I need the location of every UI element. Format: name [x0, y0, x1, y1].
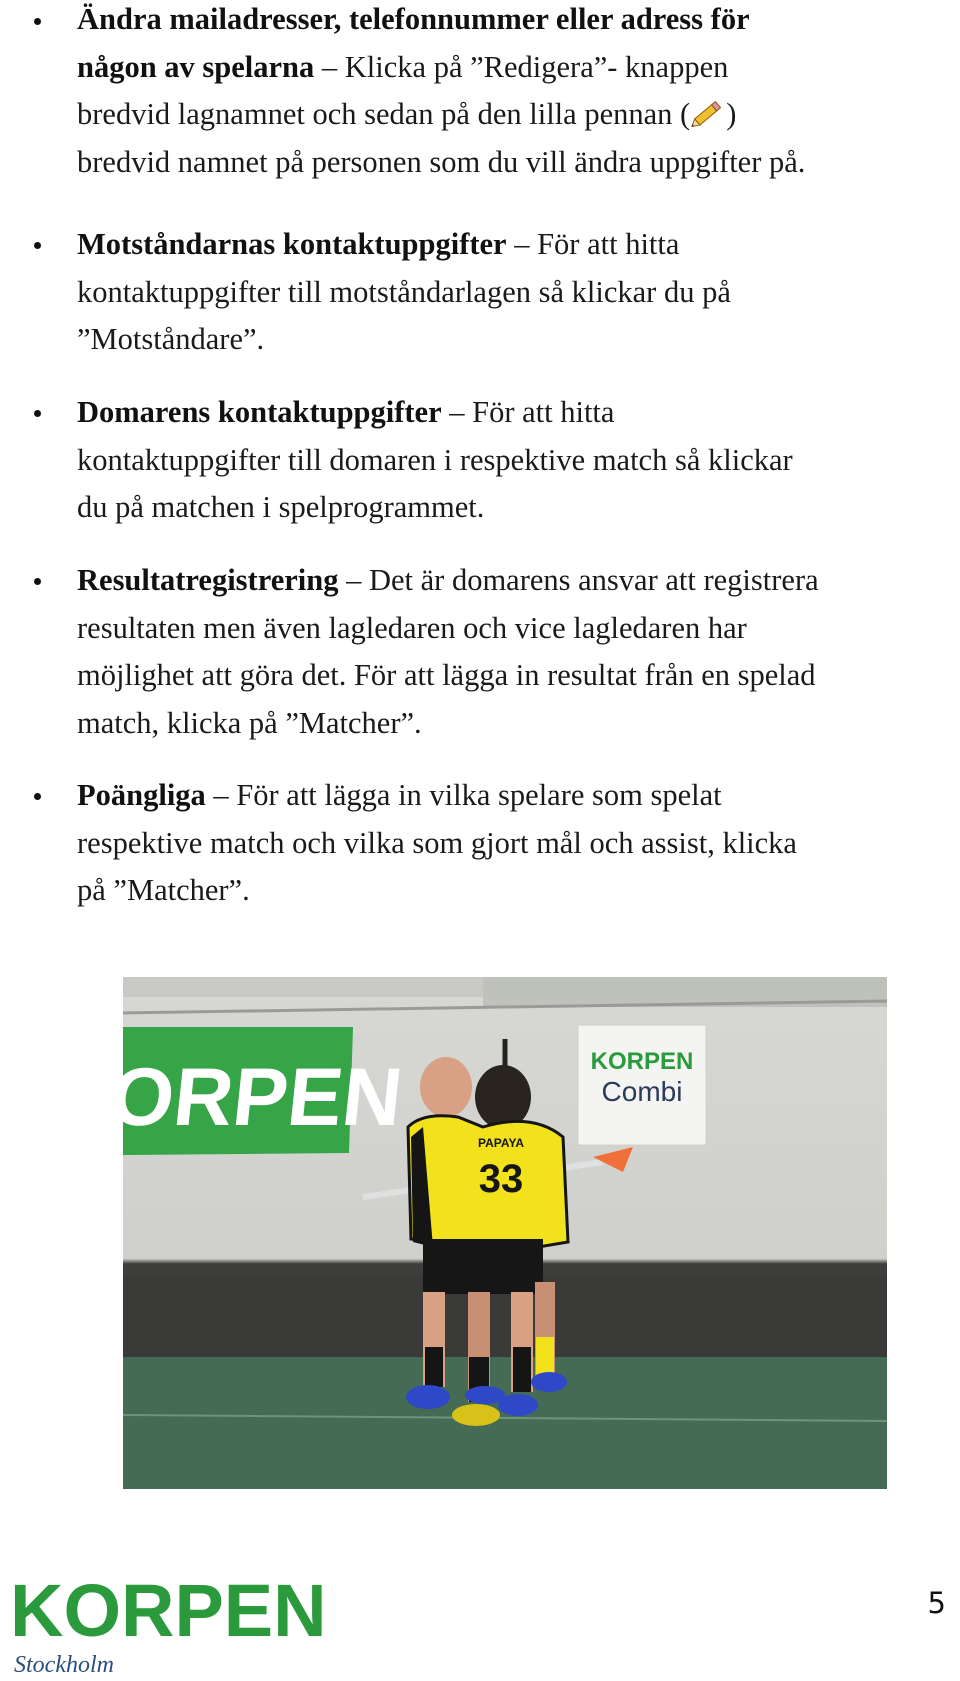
- logo-wordmark: KORPEN: [10, 1569, 327, 1652]
- bullet-body: kontaktuppgifter till motståndarlagen så klickar du på: [77, 274, 731, 309]
- bullet-body: bredvid lagnamnet och sedan på den lilla pennan (: [77, 97, 691, 131]
- bullet-body: – Det är domarens ansvar att registrera: [338, 563, 819, 597]
- bullet-body: resultaten men även lagledaren och vice lagledaren har: [77, 610, 747, 645]
- jersey-sponsor: PAPAYA: [477, 1136, 525, 1150]
- bullet-dot: [34, 410, 41, 417]
- sign-subtitle: Combi: [601, 1076, 683, 1107]
- banner-text: ORPEN: [105, 1052, 407, 1143]
- bullet-heading: Resultatregistrering: [77, 563, 339, 597]
- jersey-number: 33: [478, 1157, 524, 1201]
- photo-illustration: [105, 977, 887, 1489]
- bullet-body: du på matchen i spelprogrammet.: [77, 490, 485, 524]
- bullet-heading: Ändra mailadresser, telefonnummer eller adress för: [77, 2, 750, 36]
- bullet-text: [77, 557, 957, 747]
- bullet-body: kontaktuppgifter till domaren i respektive match så klickar: [77, 442, 793, 477]
- bullet-dot: [34, 578, 41, 585]
- bullet-text: [77, 772, 957, 915]
- bullet-dot: [34, 793, 41, 800]
- floorball-celebration-photo: [105, 977, 887, 1489]
- bullet-heading: Domarens kontaktuppgifter: [77, 395, 442, 429]
- bullet-body: på ”Matcher”.: [77, 873, 250, 907]
- bullet-text: [77, 221, 957, 364]
- bullet-body: – Klicka på ”Redigera”- knappen: [314, 49, 729, 84]
- korpen-stockholm-logo: [10, 1568, 327, 1678]
- bullet-body: match, klicka på ”Matcher”.: [77, 705, 422, 740]
- bullet-body: ): [726, 97, 737, 131]
- bullet-text: [77, 0, 957, 186]
- bullet-body: respektive match och vilka som gjort mål och assist, klicka: [77, 825, 797, 860]
- bullet-text: [77, 389, 957, 532]
- bullet-heading: Poängliga: [77, 778, 206, 812]
- bullet-body: bredvid namnet på personen som du vill ändra uppgifter på.: [77, 144, 806, 179]
- bullet-body: möjlighet att göra det. För att lägga in resultat från en spelad: [77, 658, 816, 692]
- bullet-body: – För att hitta: [441, 395, 615, 429]
- bullet-heading: Motståndarnas kontaktuppgifter: [77, 227, 507, 261]
- logo-subtext: Stockholm: [14, 1652, 114, 1678]
- bullet-heading: någon av spelarna: [77, 49, 315, 84]
- bullet-body: – För att hitta: [506, 227, 680, 261]
- bullet-body: ”Motståndare”.: [77, 322, 265, 356]
- pencil-icon: [690, 96, 726, 130]
- page-number: 5: [927, 1586, 946, 1620]
- bullet-dot: [34, 18, 41, 25]
- bullet-body: – För att lägga in vilka spelare som spelat: [205, 778, 722, 812]
- sign-title: KORPEN: [590, 1048, 694, 1075]
- bullet-dot: [34, 242, 41, 249]
